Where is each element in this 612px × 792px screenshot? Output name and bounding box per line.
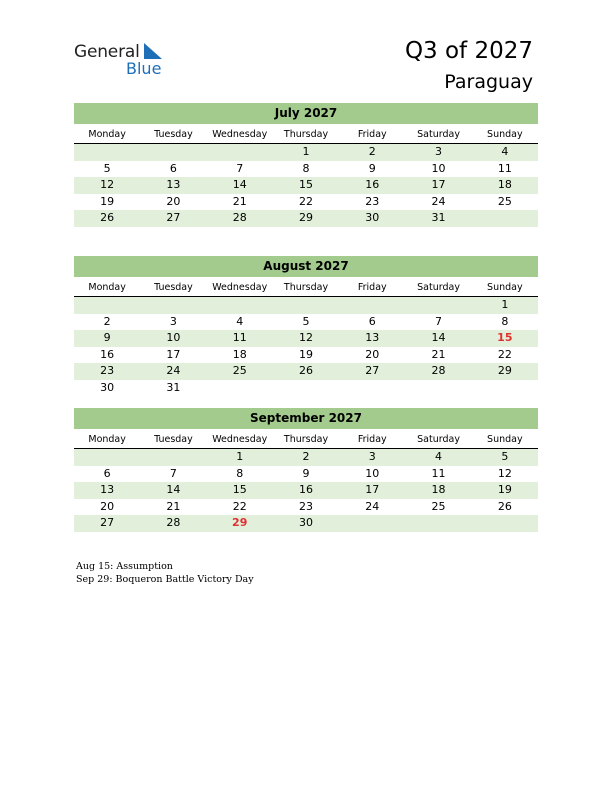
day-cell: 27 (166, 211, 181, 224)
page-title: Q3 of 2027 (404, 38, 533, 64)
day-cell: 19 (497, 483, 512, 496)
day-cell: 12 (497, 466, 512, 480)
day-cell: 26 (497, 499, 512, 513)
day-cell: 30 (365, 211, 380, 224)
day-cell: 23 (365, 194, 380, 208)
day-cell (472, 515, 538, 532)
holiday-notes (76, 560, 254, 586)
day-cell: 13 (365, 331, 380, 344)
day-cell (140, 297, 206, 314)
day-cell: 22 (232, 499, 247, 513)
logo-general-text: General (74, 42, 140, 62)
week-row (74, 482, 538, 499)
day-cell: 9 (302, 466, 310, 480)
day-cell: 7 (236, 161, 244, 175)
day-cell: 28 (431, 364, 446, 377)
weekday-label: Wednesday (212, 129, 268, 140)
country-name: Paraguay (444, 71, 533, 93)
day-cell (339, 515, 405, 532)
weekday-label: Thursday (283, 282, 329, 293)
month-title: September 2027 (74, 408, 538, 429)
day-cell: 30 (298, 516, 313, 529)
day-cell: 10 (365, 466, 380, 480)
week-row (74, 380, 538, 397)
day-cell: 5 (302, 314, 310, 328)
day-cell: 31 (431, 211, 446, 224)
day-cell: 26 (100, 211, 115, 224)
day-cell: 18 (232, 347, 247, 361)
holiday-day-cell: 29 (232, 516, 248, 529)
month-title: July 2027 (74, 103, 538, 124)
day-cell (339, 297, 405, 314)
day-cell: 9 (103, 331, 111, 344)
day-cell: 18 (431, 483, 446, 496)
holiday-note: Sep 29: Boqueron Battle Victory Day (76, 574, 254, 585)
month-calendar (74, 408, 538, 532)
week-row (74, 499, 538, 516)
day-cell: 5 (501, 450, 509, 463)
weekday-label: Saturday (417, 282, 460, 293)
weekday-label: Thursday (283, 434, 329, 445)
week-row (74, 210, 538, 227)
weekday-label: Tuesday (154, 129, 193, 140)
day-cell: 8 (501, 314, 509, 328)
day-cell: 30 (100, 380, 115, 394)
day-cell: 17 (431, 178, 446, 191)
week-row (74, 347, 538, 364)
day-cell: 21 (431, 347, 446, 361)
day-cell: 23 (100, 364, 115, 377)
day-cell: 3 (368, 450, 376, 463)
week-row (74, 161, 538, 178)
day-cell: 25 (497, 194, 512, 208)
day-cell: 2 (302, 450, 310, 463)
day-cell: 11 (431, 466, 446, 480)
logo-blue-text: Blue (126, 59, 162, 78)
day-cell: 6 (169, 161, 177, 175)
day-cell: 22 (497, 347, 512, 361)
day-cell: 15 (298, 178, 313, 191)
day-cell: 25 (232, 364, 247, 377)
day-cell: 28 (166, 516, 181, 529)
weekday-label: Wednesday (212, 282, 268, 293)
day-cell (405, 297, 471, 314)
weekday-header-row (74, 432, 538, 449)
day-cell: 14 (166, 483, 181, 496)
day-cell (273, 380, 339, 397)
weekday-label: Friday (357, 434, 387, 445)
week-row (74, 449, 538, 466)
day-cell: 8 (302, 161, 310, 175)
day-cell (405, 380, 471, 397)
day-cell (472, 380, 538, 397)
holiday-day-cell: 15 (497, 331, 513, 344)
day-cell: 16 (100, 347, 115, 361)
weekday-label: Friday (357, 129, 387, 140)
day-cell: 11 (497, 161, 512, 175)
day-cell: 10 (431, 161, 446, 175)
week-row (74, 314, 538, 331)
weekday-label: Monday (88, 434, 126, 445)
day-cell: 16 (365, 178, 380, 191)
day-cell: 24 (365, 499, 380, 513)
day-cell: 12 (100, 178, 115, 191)
day-cell: 16 (298, 483, 313, 496)
day-cell (339, 380, 405, 397)
day-cell: 17 (166, 347, 181, 361)
weekday-label: Monday (88, 129, 126, 140)
day-cell: 14 (232, 178, 247, 191)
day-cell: 25 (431, 499, 446, 513)
day-cell (74, 144, 140, 161)
weekday-header-row (74, 127, 538, 144)
week-row (74, 144, 538, 161)
week-row (74, 194, 538, 211)
week-row (74, 515, 538, 532)
day-cell: 12 (298, 331, 313, 344)
day-cell: 22 (298, 194, 313, 208)
day-cell: 7 (169, 466, 177, 480)
day-cell: 31 (166, 380, 181, 394)
month-title: August 2027 (74, 256, 538, 277)
day-cell (207, 144, 273, 161)
month-calendar (74, 103, 538, 227)
general-blue-logo (74, 40, 174, 80)
day-cell: 20 (166, 194, 181, 208)
day-cell: 6 (368, 314, 376, 328)
day-cell: 20 (365, 347, 380, 361)
weekday-label: Tuesday (154, 434, 193, 445)
day-cell: 24 (431, 194, 446, 208)
day-cell: 1 (501, 298, 509, 311)
week-row (74, 466, 538, 483)
day-cell: 5 (103, 161, 111, 175)
day-cell: 21 (232, 194, 247, 208)
day-cell: 21 (166, 499, 181, 513)
day-cell: 4 (501, 145, 509, 158)
day-cell (140, 449, 206, 466)
day-cell (405, 515, 471, 532)
weekday-label: Sunday (487, 129, 523, 140)
day-cell: 28 (232, 211, 247, 224)
month-calendar (74, 256, 538, 396)
day-cell: 8 (236, 466, 244, 480)
day-cell: 29 (298, 211, 313, 224)
day-cell: 11 (232, 331, 247, 344)
day-cell: 1 (236, 450, 244, 463)
weekday-label: Sunday (487, 434, 523, 445)
day-cell: 15 (232, 483, 247, 496)
day-cell: 19 (298, 347, 313, 361)
weekday-label: Thursday (283, 129, 329, 140)
day-cell: 14 (431, 331, 446, 344)
week-row (74, 330, 538, 347)
day-cell: 13 (166, 178, 181, 191)
weekday-label: Wednesday (212, 434, 268, 445)
day-cell: 13 (100, 483, 115, 496)
weekday-label: Monday (88, 282, 126, 293)
week-row (74, 177, 538, 194)
day-cell: 29 (497, 364, 512, 377)
day-cell: 2 (368, 145, 376, 158)
day-cell: 10 (166, 331, 181, 344)
day-cell: 19 (100, 194, 115, 208)
weekday-label: Saturday (417, 434, 460, 445)
day-cell: 18 (497, 178, 512, 191)
day-cell: 1 (302, 145, 310, 158)
day-cell (273, 297, 339, 314)
day-cell (472, 210, 538, 227)
weekday-label: Friday (357, 282, 387, 293)
day-cell: 24 (166, 364, 181, 377)
week-row (74, 363, 538, 380)
day-cell: 7 (435, 314, 443, 328)
day-cell: 3 (435, 145, 443, 158)
day-cell: 20 (100, 499, 115, 513)
day-cell: 27 (100, 516, 115, 529)
day-cell: 4 (236, 314, 244, 328)
day-cell: 3 (169, 314, 177, 328)
day-cell (207, 380, 273, 397)
day-cell (74, 449, 140, 466)
day-cell: 4 (435, 450, 443, 463)
weekday-label: Sunday (487, 282, 523, 293)
weekday-header-row (74, 280, 538, 297)
weekday-label: Saturday (417, 129, 460, 140)
day-cell (207, 297, 273, 314)
day-cell (74, 297, 140, 314)
weekday-label: Tuesday (154, 282, 193, 293)
day-cell: 23 (298, 499, 313, 513)
holiday-note: Aug 15: Assumption (76, 561, 173, 572)
day-cell: 26 (298, 364, 313, 377)
day-cell: 2 (103, 314, 111, 328)
day-cell (140, 144, 206, 161)
day-cell: 6 (103, 466, 111, 480)
day-cell: 17 (365, 483, 380, 496)
day-cell: 27 (365, 364, 380, 377)
day-cell: 9 (368, 161, 376, 175)
week-row (74, 297, 538, 314)
